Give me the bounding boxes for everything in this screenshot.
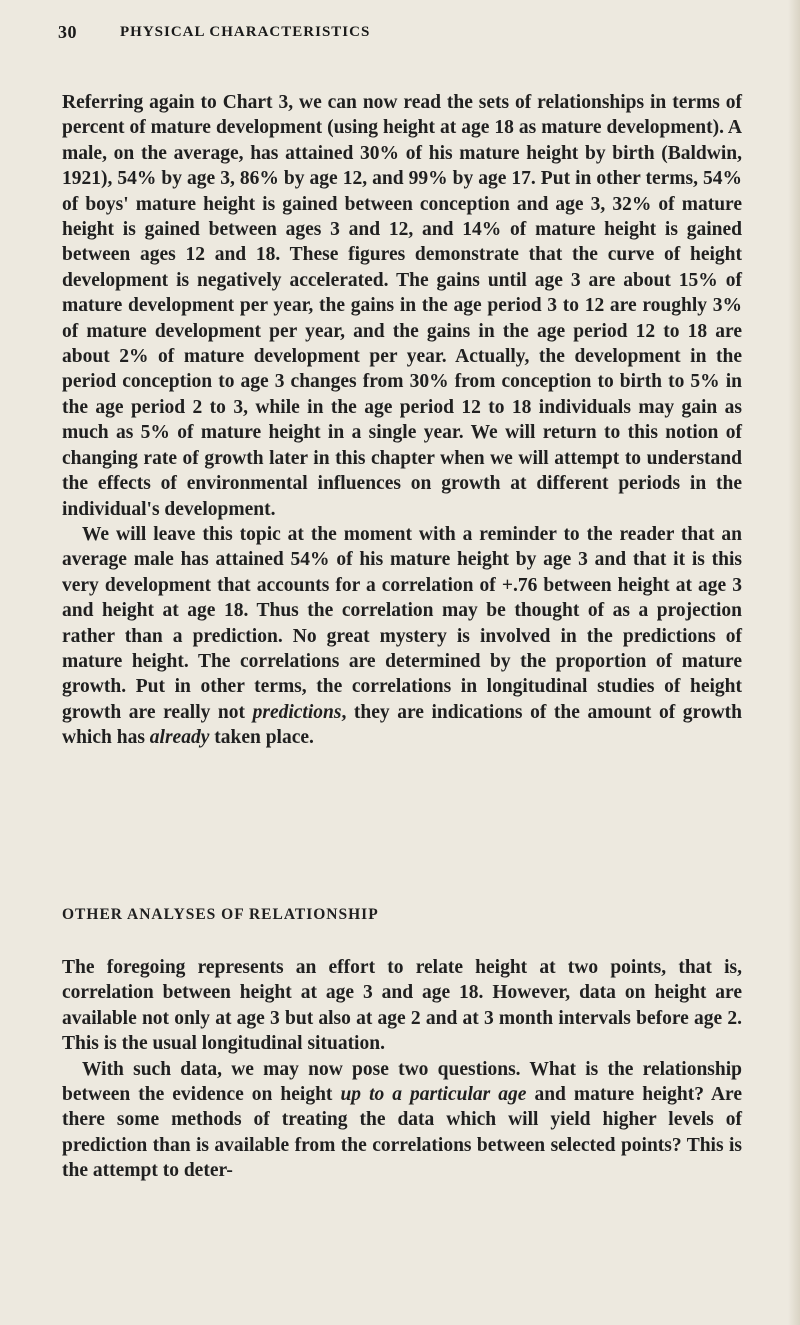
emphasis: already (149, 727, 210, 749)
running-title: PHYSICAL CHARACTERISTICS (120, 24, 371, 40)
emphasis: up to a particular age (340, 1084, 527, 1106)
paragraph: With such data, we may now pose two questions. What is the relationship between the evidence on height up to a particular age and mature height? Are there some methods of treating the data which will yield higher levels of prediction than is available from the correlations between selected points? This is the attempt to deter- (62, 1058, 742, 1182)
section-heading: OTHER ANALYSES OF RELATIONSHIP (62, 906, 379, 923)
paragraph: The foregoing represents an effort to relate height at two points, that is, correlation between height at age 3 and age 18. However, data on height are available not only at age 3 but also at age 2 and at 3 month intervals before age 2. This is the usual longitudinal situation. (62, 957, 742, 1055)
running-head (58, 22, 758, 50)
section-text (62, 955, 742, 1184)
paragraph: We will leave this topic at the moment with a reminder to the reader that an average male has attained 54% of his mature height by age 3 and that it is this very development that accounts for a correlation of +.76 between height at age 3 and height at age 18. Thus the correlation may be thought of as a projection rather than a prediction. No great mystery is involved in the predictions of mature height. The correlations are determined by the proportion of mature growth. Put in other terms, the correlations in longitudinal studies of height growth are really not predictions, they are indications of the amount of growth which has already taken place. (62, 523, 742, 749)
body-text-section (62, 90, 742, 751)
paragraph: Referring again to Chart 3, we can now read the sets of relationships in terms of percent of mature development (using height at age 18 as mature development). A male, on the average, has attained 30% of his mature height by birth (Baldwin, 1921), 54% by age 3, 86% by age 12, and 99% by age 17. Put in other terms, 54% of boys' mature height is gained between conception and age 3, 32% of mature height is gained between ages 3 and 12, and 14% of mature height is gained between ages 12 and 18. These figures demonstrate that the curve of height development is negatively accelerated. The gains until age 3 are about 15% of mature development per year, the gains in the age period 3 to 12 are roughly 3% of mature development per year, and the gains in the age period 12 to 18 are about 2% of mature development per year. Actually, the development in the period conception to age 3 changes from 30% from conception to birth to 5% in the age period 2 to 3, while in the age period 12 to 18 individuals may gain as much as 5% of mature height in a single year. We will return to this notion of changing rate of growth later in this chapter when we will attempt to understand the effects of environmental influences on growth at different periods in the individual's development. (62, 92, 742, 520)
page-edge-shadow (788, 0, 800, 1325)
page-number: 30 (58, 22, 77, 42)
emphasis: predictions (252, 701, 342, 723)
